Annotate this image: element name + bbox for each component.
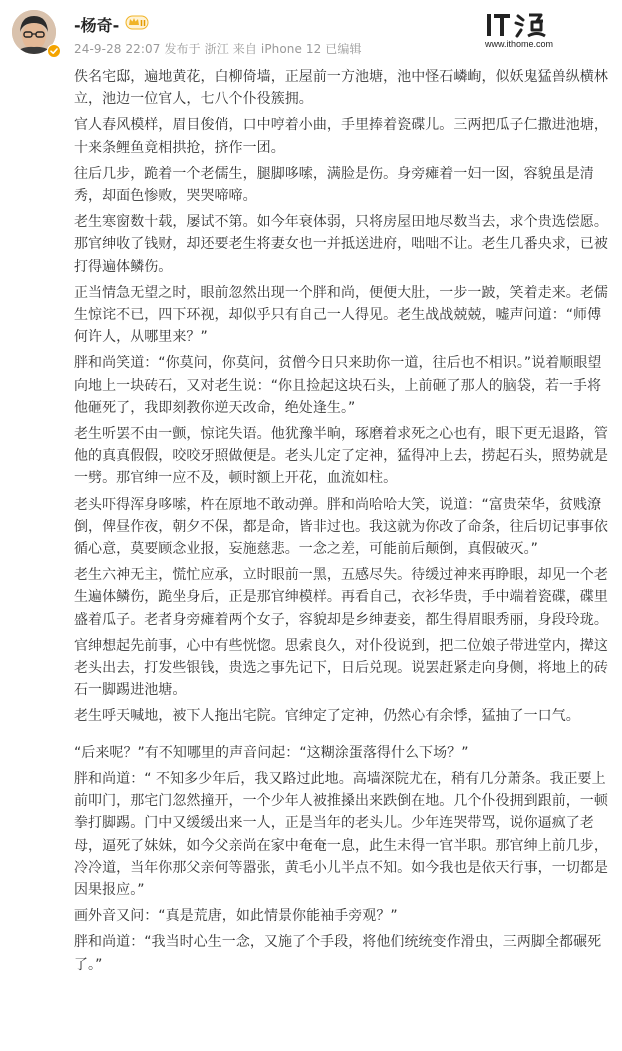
- paragraph: 老生寒窗数十载，屡试不第。如今年衰体弱，只将房屋田地尽数当去，求个贵选偿愿。那官绅收了钱财，却还要老生将妻女也一并抵送进府，咄咄不让。老生几番央求，已被打得遍体鳞伤。: [74, 214, 608, 275]
- paragraph: “后来呢？”有不知哪里的声音问起：“这糊涂蛋落得什么下场？”: [74, 744, 469, 761]
- paragraph: 画外音又问：“真是荒唐，如此情景你能袖手旁观？”: [74, 908, 398, 925]
- ithome-url: www.ithome.com: [485, 39, 554, 49]
- post-meta: 24-9-28 22:07 发布于 浙江 来自 iPhone 12 已编辑: [74, 42, 362, 56]
- paragraph: 老生听罢不由一颤，惊诧失语。他犹豫半晌，琢磨着求死之心也有，眼下更无退路，管他的真真假假，咬咬牙照做便是。老头儿定了定神，猛得冲上去，捞起石头，照势就是一劈。那官绅一应不及，顿时额上开花，血流如柱。: [74, 426, 608, 487]
- ithome-logo-mark: [485, 12, 567, 38]
- paragraph: 正当情急无望之时，眼前忽然出现一个胖和尚，便便大肚，一步一跛，笑着走来。老儒生惊诧不已，四下环视，却似乎只有自己一人得见。老生战战兢兢，嘘声问道：“师傅何许人，从哪里来？”: [74, 284, 608, 346]
- paragraph: 胖和尚道：“我当时心生一念，又施了个手段，将他们统统变作滑虫，三两脚全都碾死了。”: [74, 934, 602, 973]
- paragraph: 老头吓得浑身哆嗦，杵在原地不敢动弹。胖和尚哈哈大笑，说道：“富贵荣华，贫贱潦倒，俾昼作夜，朝夕不保，都是命，皆非过也。我这就为你改了命条，往后切记事事依循心意，莫要顾念业报，妄施慈悲。一念之差，可能前后颠倒，真假破灭。”: [74, 496, 608, 558]
- paragraph: 往后几步，跪着一个老儒生，腿脚哆嗦，满脸是伤。身旁瘫着一妇一囡，容貌虽是清秀，却面色惨败，哭哭啼啼。: [74, 165, 594, 205]
- paragraph: 胖和尚道：“ 不知多少年后，我又路过此地。高墙深院尤在，稍有几分萧条。我正要上前叩门，那宅门忽然撞开，一个少年人被推搡出来跌倒在地。几个仆役拥到跟前，一顿拳打脚踢。门中又缓缓出来一人，正是当年的老头儿。少年连哭带骂，说你逼疯了老母，逼死了妹妹，如今父亲尚在家中奄奄一息，此生未得一官半职。那官绅上前几步，冷冷道，当年你那父亲何等嚣张，黄毛小儿半点不知。如今我也是依天行事，一切都是因果报应。”: [74, 770, 608, 898]
- verified-badge-icon: [47, 43, 61, 57]
- paragraph: 老生呼天喊地，被下人拖出宅院。官绅定了定神，仍然心有余悸，猛抽了一口气。: [74, 708, 580, 725]
- crown-icon[interactable]: [124, 13, 150, 31]
- post-body: [74, 66, 614, 980]
- badge-level: II: [140, 19, 146, 28]
- post-header: [0, 0, 622, 62]
- paragraph: 官绅想起先前事，心中有些恍惚。思索良久，对仆役说到，把二位娘子带进堂内，撵这老头出去，打发些银钱，贵选之事先记下，日后兑现。说罢赶紧走向身侧，将地上的砖石一脚踢进池塘。: [74, 637, 608, 699]
- paragraph: 胖和尚笑道：“你莫问，你莫问，贫僧今日只来助你一道，往后也不相识。”说着顺眼望向地上一块砖石，又对老生说：“你且捡起这块石头，上前砸了那人的脑袋，若一手将他砸死了，我即刻教你逆天改命，绝处逢生。”: [74, 355, 602, 416]
- paragraph: 老生六神无主，慌忙应承，立时眼前一黑，五感尽失。待缓过神来再睁眼，却见一个老生遍体鳞伤，跪坐身后，正是那官绅模样。再看自己，衣衫华贵，手中端着瓷碟，碟里盛着瓜子。老者身旁瘫着两个女子，容貌却是乡绅妻妾，都生得眉眼秀丽，身段玲珑。: [74, 567, 608, 628]
- paragraph: 官人春风模样，眉目俊俏，口中哼着小曲，手里捧着瓷碟儿。三两把瓜子仁撒进池塘，十来条鲤鱼竟相拱抢，挤作一团。: [74, 117, 608, 156]
- paragraph: 佚名宅邸，遍地黄花，白柳倚墙，正屋前一方池塘，池中怪石嶙峋，似妖鬼猛兽纵横林立，池边一位官人，七八个仆役簇拥。: [74, 69, 608, 108]
- ithome-logo: [485, 12, 611, 52]
- username[interactable]: -杨奇-: [74, 16, 120, 35]
